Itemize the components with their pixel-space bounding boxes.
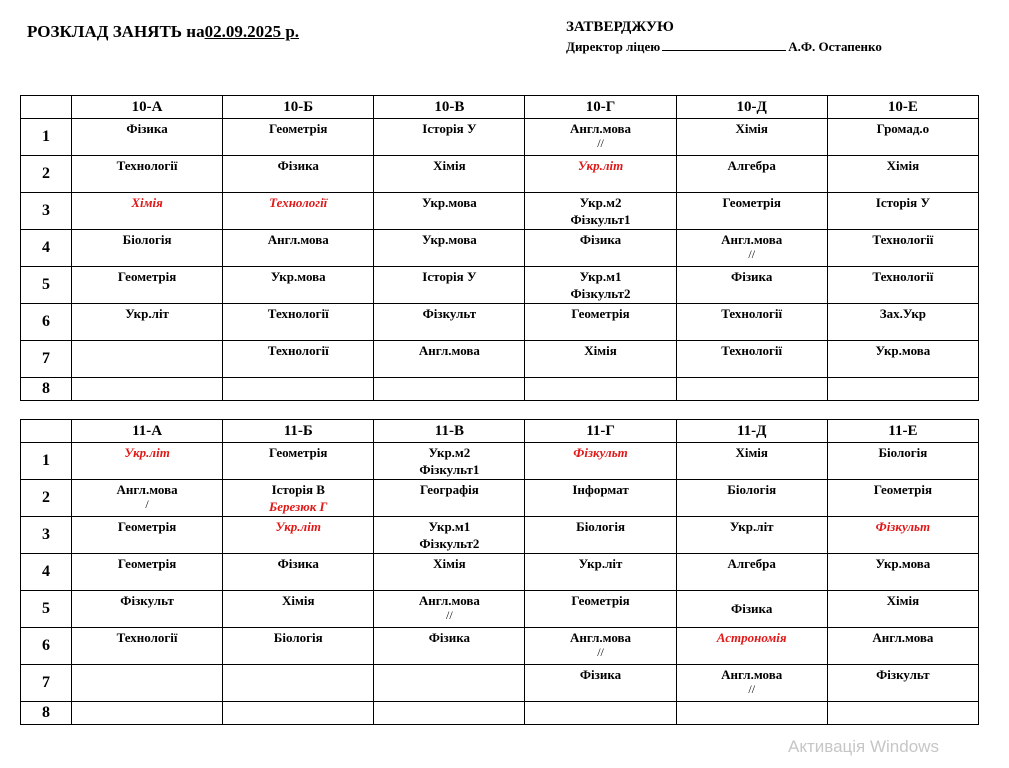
lesson-cell — [223, 702, 374, 725]
lesson-cell — [72, 591, 223, 628]
lesson-row — [21, 267, 979, 304]
lesson-number: 8 — [21, 378, 72, 401]
director-label: Директор ліцею — [566, 39, 661, 54]
lesson-number: 2 — [21, 156, 72, 193]
class-header: 11-А — [72, 420, 223, 443]
subject-name: Технології — [267, 343, 329, 358]
lesson-cell — [223, 119, 374, 156]
subject-name: Фізкульт2 — [570, 286, 631, 301]
subject-name: Фізика — [277, 556, 319, 571]
subject-name: Укр.м1 — [428, 519, 471, 534]
lesson-number: 1 — [21, 119, 72, 156]
class-header: 10-Б — [223, 96, 374, 119]
subject-name: Фізкульт — [120, 593, 174, 608]
lesson-cell — [676, 378, 827, 401]
lesson-cell — [72, 156, 223, 193]
subject-name: Біологія — [122, 232, 172, 247]
lesson-number: 5 — [21, 591, 72, 628]
lesson-row — [21, 156, 979, 193]
class-header-row — [21, 420, 979, 443]
class-header: 10-А — [72, 96, 223, 119]
lesson-cell — [676, 443, 827, 480]
lesson-cell — [223, 480, 374, 517]
subject-name: Укр.мова — [875, 556, 931, 571]
subject-name: Фізика — [731, 601, 773, 616]
subject-name: Фізкульт — [422, 306, 477, 321]
signature-line — [662, 39, 786, 51]
schedule-date: 02.09.2025 р. — [204, 22, 300, 41]
title-text: РОЗКЛАД ЗАНЯТЬ на — [27, 22, 205, 41]
class-header: 11-Е — [827, 420, 978, 443]
subject-name: Фізкульт — [573, 445, 628, 460]
lesson-cell — [223, 267, 374, 304]
subject-name: Англ.мова — [418, 593, 480, 608]
lesson-cell — [827, 628, 978, 665]
subject-name: Фізика — [126, 121, 168, 136]
class-header: 11-Б — [223, 420, 374, 443]
lesson-cell — [827, 591, 978, 628]
lesson-cell — [827, 554, 978, 591]
lesson-cell — [374, 156, 525, 193]
subject-name: Укр.літ — [275, 519, 321, 534]
lesson-cell — [374, 267, 525, 304]
subject-name: Укр.м2 — [428, 445, 471, 460]
lesson-cell — [72, 628, 223, 665]
class-header: 11-Д — [676, 420, 827, 443]
lesson-row — [21, 230, 979, 267]
subject-name: Фізика — [428, 630, 471, 645]
class-header: 10-Г — [525, 96, 676, 119]
subject-name: Фізкульт1 — [570, 212, 631, 227]
lesson-cell — [72, 443, 223, 480]
lesson-cell — [72, 267, 223, 304]
subject-name: Геометрія — [117, 519, 177, 534]
subject-name: Геометрія — [722, 195, 781, 210]
lesson-number: 1 — [21, 443, 72, 480]
class-header: 10-Д — [676, 96, 827, 119]
subject-name: Англ.мова — [872, 630, 934, 645]
subject-name: Хімія — [131, 195, 163, 210]
subject-name: Хімія — [584, 343, 617, 358]
lesson-number: 6 — [21, 628, 72, 665]
subject-name: Технології — [269, 195, 328, 210]
subject-name: Фізкульт — [876, 667, 930, 682]
lesson-cell — [72, 119, 223, 156]
subject-name: Фізика — [579, 667, 622, 682]
subject-name: Геометрія — [873, 482, 933, 497]
lesson-cell — [223, 156, 374, 193]
subject-name: Біологія — [576, 519, 625, 534]
lesson-row — [21, 665, 979, 702]
lesson-cell — [223, 193, 374, 230]
subject-name: Англ.мова — [267, 232, 329, 247]
lesson-cell — [223, 304, 374, 341]
lesson-cell — [676, 267, 827, 304]
lesson-cell — [374, 628, 525, 665]
lesson-row — [21, 304, 979, 341]
lesson-row — [21, 480, 979, 517]
lesson-cell — [374, 119, 525, 156]
lesson-row — [21, 628, 979, 665]
subject-name: Геометрія — [269, 121, 328, 136]
lesson-cell — [72, 230, 223, 267]
lesson-cell — [827, 702, 978, 725]
lesson-cell — [72, 341, 223, 378]
lesson-row — [21, 702, 979, 725]
subject-name: Історія У — [875, 195, 930, 210]
subject-name: Укр.м2 — [579, 195, 622, 210]
lesson-cell — [525, 341, 676, 378]
lesson-cell — [72, 304, 223, 341]
lesson-cell — [72, 193, 223, 230]
group-split-mark: // — [748, 247, 756, 261]
director-name: А.Ф. Остапенко — [788, 39, 882, 54]
subject-name: Алгебра — [727, 556, 776, 571]
subject-name: Березюк Г — [269, 499, 328, 514]
subject-name: Укр.мова — [270, 269, 326, 284]
lesson-cell — [676, 628, 827, 665]
lesson-cell — [525, 591, 676, 628]
subject-name: Геометрія — [571, 593, 630, 608]
lesson-cell — [827, 480, 978, 517]
lesson-cell — [525, 628, 676, 665]
corner-cell — [21, 96, 72, 119]
lesson-cell — [827, 193, 978, 230]
subject-name: Укр.м1 — [579, 269, 622, 284]
lesson-cell — [676, 156, 827, 193]
subject-name: Укр.літ — [125, 306, 169, 321]
lesson-cell — [223, 341, 374, 378]
subject-name: Фізкульт2 — [419, 536, 480, 551]
lesson-number: 4 — [21, 554, 72, 591]
subject-name: Геометрія — [117, 556, 177, 571]
lesson-row — [21, 341, 979, 378]
subject-name: Геометрія — [571, 306, 630, 321]
lesson-number: 5 — [21, 267, 72, 304]
lesson-cell — [827, 230, 978, 267]
lesson-cell — [676, 480, 827, 517]
lesson-cell — [525, 119, 676, 156]
subject-name: Хімія — [281, 593, 315, 608]
subject-name: Укр.літ — [729, 519, 774, 534]
subject-name: Укр.літ — [124, 445, 170, 460]
lesson-cell — [525, 702, 676, 725]
subject-name: Геометрія — [269, 445, 328, 460]
lesson-row — [21, 554, 979, 591]
lesson-cell — [676, 304, 827, 341]
subject-name: Біологія — [273, 630, 323, 645]
subject-name: Технології — [721, 343, 783, 358]
lesson-cell — [72, 378, 223, 401]
subject-name: Англ.мова — [116, 482, 178, 497]
lesson-cell — [525, 378, 676, 401]
lesson-cell — [72, 702, 223, 725]
lesson-number: 7 — [21, 665, 72, 702]
group-split-mark: // — [446, 608, 453, 622]
lesson-cell — [525, 267, 676, 304]
lesson-row — [21, 591, 979, 628]
lesson-cell — [676, 230, 827, 267]
class-header: 11-Г — [525, 420, 676, 443]
lesson-cell — [374, 341, 525, 378]
lesson-cell — [676, 119, 827, 156]
subject-name: Англ.мова — [721, 667, 783, 682]
class-header: 10-В — [374, 96, 525, 119]
subject-name: Хімія — [886, 593, 920, 608]
lesson-cell — [827, 378, 978, 401]
lesson-cell — [676, 193, 827, 230]
lesson-cell — [223, 443, 374, 480]
subject-name: Історія У — [422, 269, 477, 284]
lesson-cell — [676, 591, 827, 628]
subject-name: Хімія — [735, 445, 768, 460]
lesson-cell — [223, 628, 374, 665]
subject-name: Хімія — [886, 158, 920, 173]
subject-name: Хімія — [735, 121, 768, 136]
subject-name: Хімія — [433, 556, 466, 571]
lesson-cell — [525, 156, 676, 193]
lesson-cell — [374, 702, 525, 725]
subject-name: Зах.Укр — [879, 306, 927, 321]
subject-name: Англ.мова — [570, 121, 632, 136]
subject-name: Громад.о — [876, 121, 930, 136]
lesson-cell — [374, 378, 525, 401]
lesson-number: 3 — [21, 193, 72, 230]
director-line — [566, 37, 882, 56]
subject-name: Астрономія — [716, 630, 787, 645]
lesson-cell — [676, 341, 827, 378]
subject-name: Англ.мова — [570, 630, 632, 645]
subject-name: Фізика — [579, 232, 622, 247]
subject-name: Укр.мова — [421, 195, 477, 210]
subject-name: Укр.літ — [577, 158, 624, 173]
lesson-cell — [827, 156, 978, 193]
subject-name: Англ.мова — [721, 232, 783, 247]
lesson-cell — [223, 591, 374, 628]
subject-name: Геометрія — [117, 269, 177, 284]
subject-name: Технології — [267, 306, 329, 321]
subject-name: Біологія — [878, 445, 928, 460]
lesson-cell — [72, 554, 223, 591]
schedule-title — [27, 22, 299, 42]
lesson-cell — [223, 554, 374, 591]
lesson-cell — [374, 304, 525, 341]
lesson-cell — [374, 230, 525, 267]
lesson-cell — [223, 230, 374, 267]
subject-name: Географія — [419, 482, 479, 497]
subject-name: Англ.мова — [418, 343, 480, 358]
subject-name: Хімія — [433, 158, 466, 173]
lesson-cell — [676, 554, 827, 591]
subject-name: Технології — [872, 269, 934, 284]
lesson-cell — [676, 517, 827, 554]
group-split-mark: // — [748, 682, 756, 696]
subject-name: Фізкульт — [875, 519, 931, 534]
subject-name: Фізкульт1 — [419, 462, 480, 477]
lesson-cell — [525, 517, 676, 554]
windows-activation-watermark: Активація Windows — [788, 737, 939, 756]
lesson-cell — [374, 591, 525, 628]
subject-name: Історія У — [422, 121, 477, 136]
lesson-cell — [676, 665, 827, 702]
subject-name: Біологія — [727, 482, 777, 497]
lesson-number: 4 — [21, 230, 72, 267]
subject-name: Технології — [872, 232, 934, 247]
lesson-number: 2 — [21, 480, 72, 517]
lesson-row — [21, 119, 979, 156]
lesson-number: 8 — [21, 702, 72, 725]
subject-name: Інформат — [572, 482, 629, 497]
subject-name: Технології — [116, 630, 178, 645]
lesson-cell — [827, 517, 978, 554]
group-split-mark: // — [597, 136, 604, 150]
lesson-cell — [72, 665, 223, 702]
lesson-number: 6 — [21, 304, 72, 341]
schedule-table-10 — [20, 95, 979, 401]
lesson-cell — [374, 193, 525, 230]
class-header: 10-Е — [827, 96, 978, 119]
lesson-cell — [525, 480, 676, 517]
lesson-row — [21, 193, 979, 230]
lesson-cell — [374, 517, 525, 554]
lesson-cell — [827, 304, 978, 341]
subject-name: Історія В — [271, 482, 325, 497]
lesson-cell — [374, 554, 525, 591]
lesson-row — [21, 517, 979, 554]
lesson-cell — [72, 480, 223, 517]
lesson-cell — [525, 554, 676, 591]
lesson-cell — [223, 517, 374, 554]
group-split-mark: / — [145, 497, 149, 511]
lesson-cell — [525, 230, 676, 267]
subject-name: Технології — [721, 306, 783, 321]
lesson-cell — [525, 304, 676, 341]
lesson-cell — [827, 341, 978, 378]
subject-name: Технології — [116, 158, 178, 173]
group-split-mark: // — [597, 645, 604, 659]
lesson-cell — [223, 665, 374, 702]
lesson-cell — [827, 443, 978, 480]
lesson-number: 3 — [21, 517, 72, 554]
lesson-row — [21, 443, 979, 480]
lesson-cell — [223, 378, 374, 401]
lesson-cell — [525, 443, 676, 480]
corner-cell — [21, 420, 72, 443]
lesson-row — [21, 378, 979, 401]
lesson-cell — [72, 517, 223, 554]
subject-name: Алгебра — [727, 158, 776, 173]
lesson-cell — [525, 193, 676, 230]
subject-name: Фізика — [277, 158, 319, 173]
approval-block — [566, 18, 882, 56]
lesson-cell — [676, 702, 827, 725]
subject-name: Укр.мова — [875, 343, 931, 358]
class-header: 11-В — [374, 420, 525, 443]
subject-name: Фізика — [731, 269, 773, 284]
lesson-cell — [827, 119, 978, 156]
subject-name: Укр.мова — [421, 232, 477, 247]
lesson-cell — [525, 665, 676, 702]
lesson-cell — [374, 480, 525, 517]
class-header-row — [21, 96, 979, 119]
lesson-cell — [827, 665, 978, 702]
schedule-table-11 — [20, 419, 979, 725]
lesson-cell — [374, 665, 525, 702]
lesson-cell — [827, 267, 978, 304]
approve-label: ЗАТВЕРДЖУЮ — [566, 19, 674, 35]
subject-name: Укр.літ — [578, 556, 623, 571]
lesson-cell — [374, 443, 525, 480]
lesson-number: 7 — [21, 341, 72, 378]
